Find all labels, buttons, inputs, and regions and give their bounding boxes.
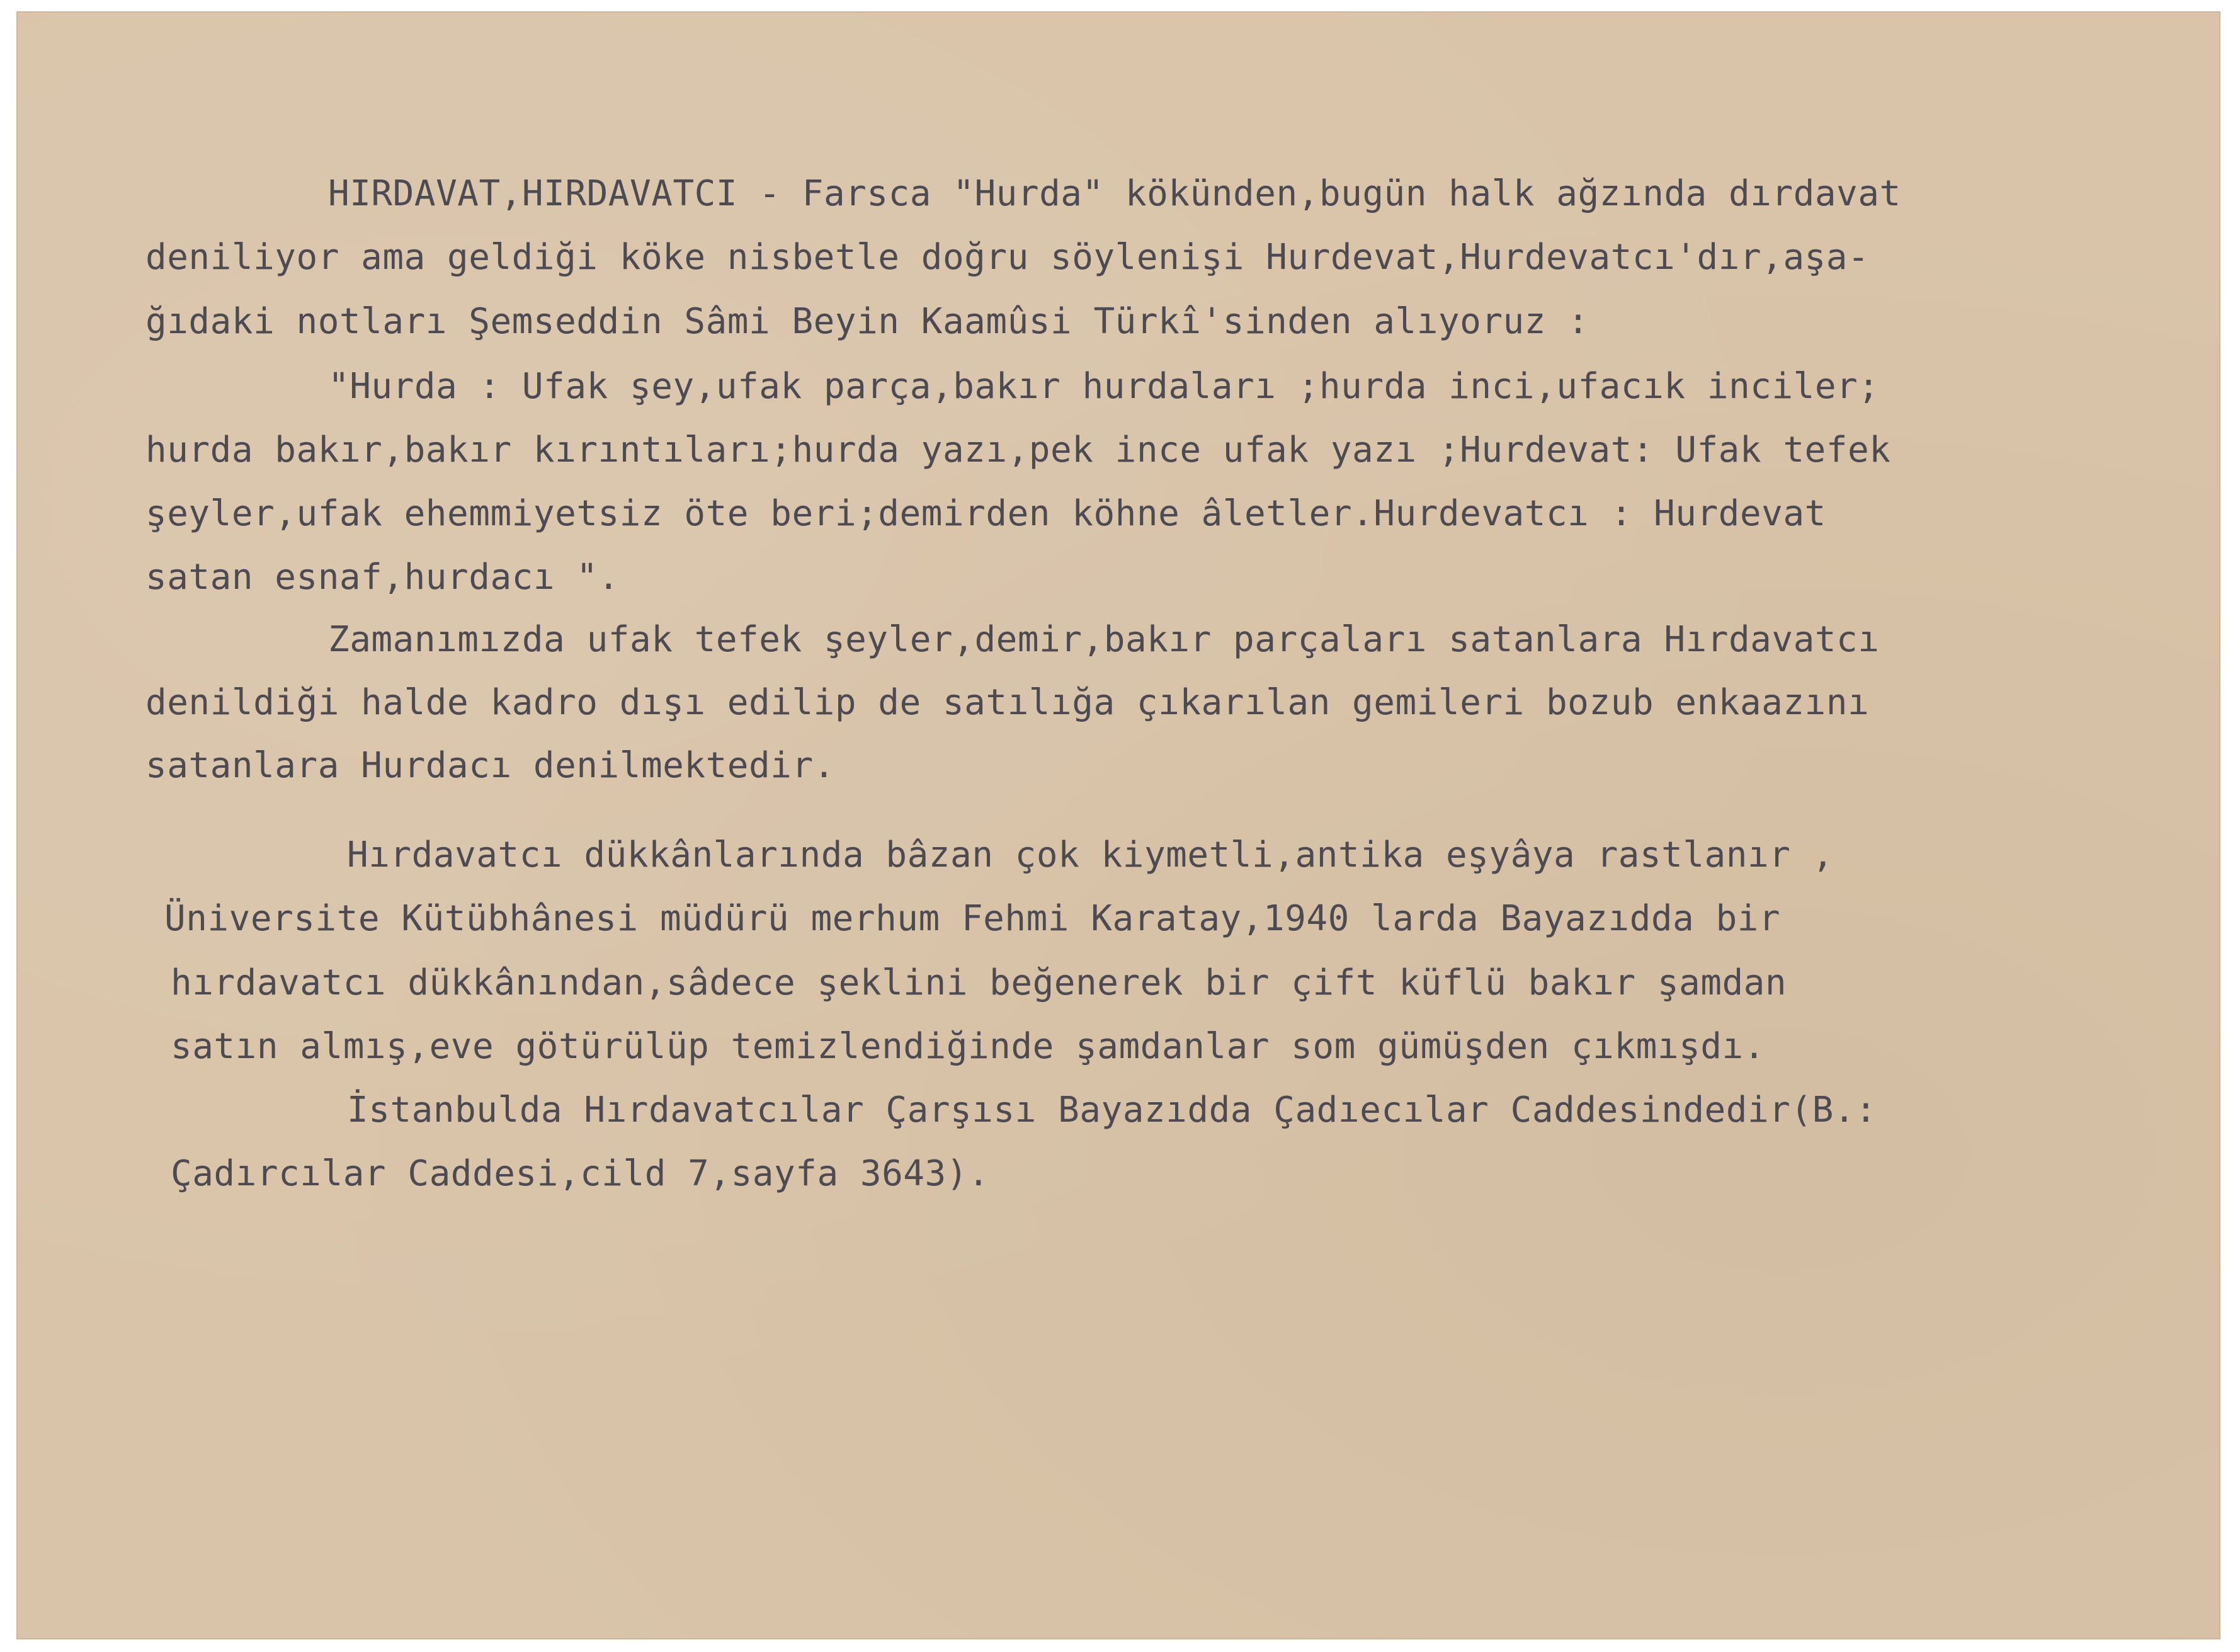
text-line-13: hırdavatcı dükkânından,sâdece şeklini beğenerek bir çift küflü bakır şamdan [171, 962, 1787, 1003]
text-line-11: Hırdavatcı dükkânlarında bâzan çok kiymetli,antika eşyâya rastlanır , [347, 835, 1834, 875]
text-line-10: satanlara Hurdacı denilmektedir. [145, 745, 835, 786]
text-line-1: HIRDAVAT,HIRDAVATCI - Farsca "Hurda" kökünden,bugün halk ağzında dırdavat [328, 173, 1901, 214]
text-line-6: şeyler,ufak ehemmiyetsiz öte beri;demirden köhne âletler.Hurdevatcı : Hurdevat [145, 493, 1826, 534]
text-line-9: denildiği halde kadro dışı edilip de satılığa çıkarılan gemileri bozub enkaazını [145, 682, 1870, 723]
text-line-5: hurda bakır,bakır kırıntıları;hurda yazı,pek ince ufak yazı ;Hurdevat: Ufak tefek [145, 430, 1891, 470]
text-line-3: ğıdaki notları Şemseddin Sâmi Beyin Kaamûsi Türkî'sinden alıyoruz : [145, 301, 1589, 342]
text-line-4: "Hurda : Ufak şey,ufak parça,bakır hurdaları ;hurda inci,ufacık inciler; [328, 366, 1880, 407]
index-card [16, 11, 2220, 1639]
text-line-15: İstanbulda Hırdavatcılar Çarşısı Bayazıdda Çadıecılar Caddesindedir(B.: [347, 1090, 1877, 1131]
text-line-7: satan esnaf,hurdacı ". [145, 557, 620, 598]
text-line-2: deniliyor ama geldiği köke nisbetle doğru söylenişi Hurdevat,Hurdevatcı'dır,aşa- [145, 237, 1870, 278]
text-line-12: Üniversite Kütübhânesi müdürü merhum Fehmi Karatay,1940 larda Bayazıdda bir [164, 898, 1781, 939]
text-line-8: Zamanımızda ufak tefek şeyler,demir,bakır parçaları satanlara Hırdavatcı [328, 619, 1880, 660]
text-line-16: Çadırcılar Caddesi,cild 7,sayfa 3643). [171, 1153, 990, 1194]
text-line-14: satın almış,eve götürülüp temizlendiğinde şamdanlar som gümüşden çıkmışdı. [171, 1026, 1765, 1067]
